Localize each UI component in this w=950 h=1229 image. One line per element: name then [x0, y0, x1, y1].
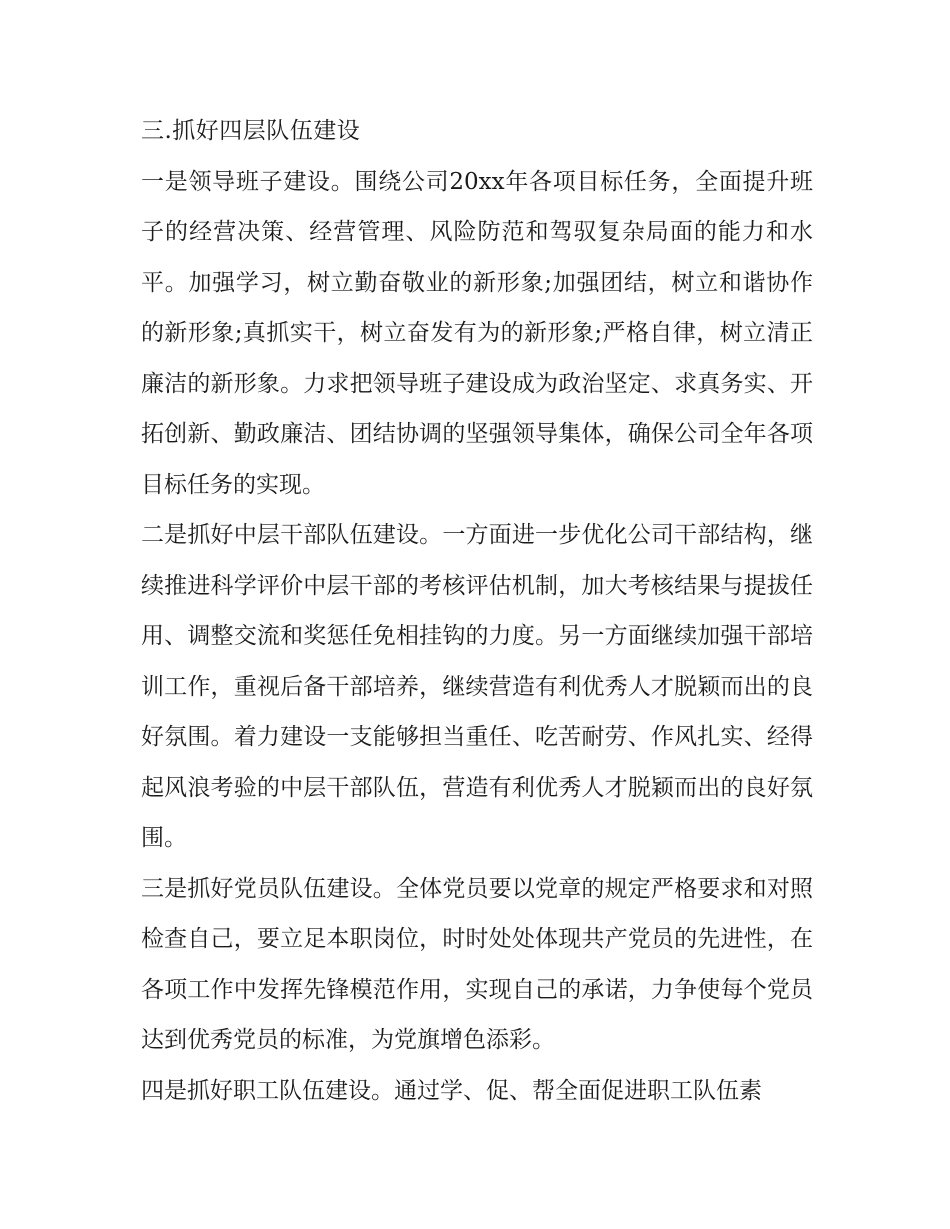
- section-heading: 三.抓好四层队伍建设: [141, 118, 361, 144]
- paragraph-leadership: 一是领导班子建设。围绕公司20xx年各项目标任务，全面提升班子的经营决策、经营管理、风险防范和驾驭复杂局面的能力和水平。加强学习，树立勤奋敬业的新形象;加强团结，树立和谐协作的新形象;真抓实干，树立奋发有为的新形象;严格自律，树立清正廉洁的新形象。力求把领导班子建设成为政治坚定、求真务实、开拓创新、勤政廉洁、团结协调的坚强领导集体，确保公司全年各项目标任务的实现。: [141, 168, 813, 498]
- paragraph-middle-cadres: 二是抓好中层干部队伍建设。一方面进一步优化公司干部结构，继续推进科学评价中层干部的考核评估机制，加大考核结果与提拔任用、调整交流和奖惩任免相挂钩的力度。另一方面继续加强干部培训工作，重视后备干部培养，继续营造有利优秀人才脱颖而出的良好氛围。着力建设一支能够担当重任、吃苦耐劳、作风扎实、经得起风浪考验的中层干部队伍，营造有利优秀人才脱颖而出的良好氛围。: [141, 522, 813, 851]
- paragraph-staff: 四是抓好职工队伍建设。通过学、促、帮全面促进职工队伍素: [141, 1077, 762, 1104]
- paragraph-party-members: 三是抓好党员队伍建设。全体党员要以党章的规定严格要求和对照检查自己，要立足本职岗位，时时处处体现共产党员的先进性，在各项工作中发挥先锋模范作用，实现自己的承诺，力争使每个党员达到优秀党员的标准，为党旗增色添彩。: [141, 875, 813, 1053]
- document-body: [141, 106, 813, 1116]
